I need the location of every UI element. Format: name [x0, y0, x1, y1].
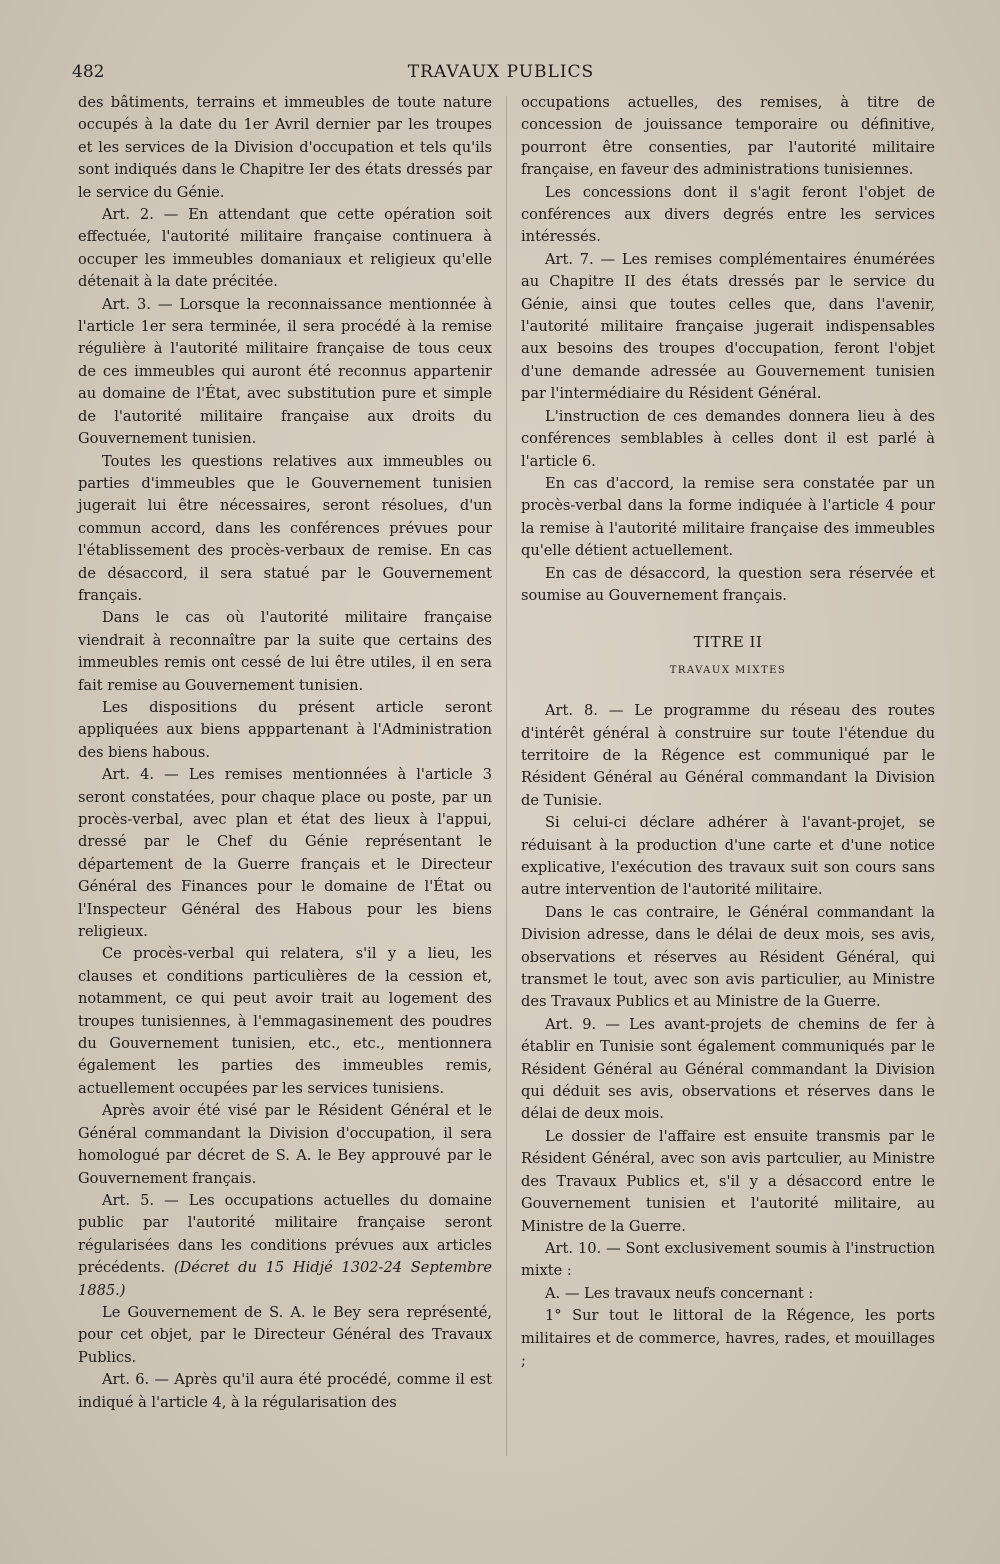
page-number: 482 — [72, 62, 105, 82]
right-column — [521, 92, 935, 1372]
paragraph: Art. 9. — Les avant-projets de chemins de fer à établir en Tunisie sont également communiqués par le Résident Général au Général commandant la Division qui déduit ses avis, observations et réserves dans le délai de deux mois. — [521, 1015, 935, 1123]
page-header — [72, 62, 930, 86]
decree-citation: (Décret du 15 Hidjé 1302-24 Septembre 1885.) — [78, 1259, 493, 1299]
left-column — [78, 92, 492, 1414]
paragraph-text: Art. 5. — Les occupations actuelles du domaine public par l'autorité militaire française seront régularisées dans les conditions prévues aux articles précédents. — [78, 1191, 492, 1277]
paragraph: L'instruction de ces demandes donnera lieu à des conférences semblables à celles dont il est parlé à l'article 6. — [521, 407, 935, 470]
column-divider — [506, 96, 507, 1456]
paragraph: Dans le cas où l'autorité militaire française viendrait à reconnaître par la suite que certains des immeubles remis ont cessé de lui être utiles, il en sera fait remise au Gouvernement tunisien. — [78, 609, 492, 694]
paragraph: Dans le cas contraire, le Général commandant la Division adresse, dans le délai de deux mois, ses avis, observations et réserves au Résident Général, qui transmet le tout, avec son avis particulier, au Ministre des Travaux Publics et au Ministre de la Guerre. — [521, 903, 935, 1011]
paragraph: A. — Les travaux neufs concernant : — [545, 1284, 814, 1302]
paragraph: occupations actuelles, des remises, à titre de concession de jouissance temporaire ou définitive, pourront être consenties, par l'autorité militaire française, en faveur des administrations tunisiennes. — [521, 94, 935, 179]
paragraph: Art. 7. — Les remises complémentaires énumérées au Chapitre II des états dressés par le service du Génie, ainsi que toutes celles que, dans l'avenir, l'autorité militaire française jugerait indispensables aux besoins des troupes d'occupation, feront l'objet d'une demande adressée au Gouvernement tunisien par l'intermédiaire du Résident Général. — [521, 250, 935, 403]
paragraph: Ce procès-verbal qui relatera, s'il y a lieu, les clauses et conditions particulières de la cession et, notamment, ce qui peut avoir trait au logement des troupes tunisiennes, à l'emmagasinement des poudres du Gouvernement tunisien, etc., etc., mentionnera également les parties des immeubles remis, actuellement occupées par les services tunisiens. — [78, 945, 492, 1097]
paragraph: Si celui-ci déclare adhérer à l'avant-projet, se réduisant à la production d'une carte et d'une notice explicative, l'exécution des travaux suit son cours sans autre intervention de l'autorité militaire. — [521, 814, 935, 899]
paragraph: Art. 2. — En attendant que cette opération soit effectuée, l'autorité militaire française continuera à occuper les immeubles domaniaux et religieux qu'elle détenait à la date précitée. — [78, 206, 492, 291]
paragraph: Art. 3. — Lorsque la reconnaissance mentionnée à l'article 1er sera terminée, il sera procédé à la remise régulière à l'autorité militaire française de tous ceux de ces immeubles qui auront été reconnus appartenir au domaine de l'État, avec substitution pure et simple de l'autorité militaire française aux droits du Gouvernement tunisien. — [78, 295, 492, 448]
paragraph: Art. 8. — Le programme du réseau des routes d'intérêt général à construire sur toute l'étendue du territoire de la Régence est communiqué par le Résident Général au Général commandant la Division de Tunisie. — [521, 702, 935, 809]
paragraph: Le dossier de l'affaire est ensuite transmis par le Résident Général, avec son avis partculier, au Ministre des Travaux Publics et, s'il y a désaccord entre le Gouvernement tunisien et l'autorité militaire, au Ministre de la Guerre. — [521, 1127, 935, 1235]
paragraph: En cas d'accord, la remise sera constatée par un procès-verbal dans la forme indiquée à l'article 4 pour la remise à l'autorité militaire française des immeubles qu'elle détient actuellement. — [521, 474, 935, 560]
paragraph: Après avoir été visé par le Résident Général et le Général commandant la Division d'occupation, il sera homologué par décret de S. A. le Bey approuvé par le Gouvernement français. — [78, 1102, 492, 1187]
paragraph: Art. 6. — Après qu'il aura été procédé, comme il est indiqué à l'article 4, à la régularisation des — [78, 1371, 492, 1411]
section-title: TITRE II — [693, 633, 763, 652]
paragraph-art-5 — [78, 1190, 492, 1302]
paragraph: 1° Sur tout le littoral de la Régence, les ports militaires et de commerce, havres, rades, et mouillages ; — [521, 1307, 935, 1369]
paragraph: Le Gouvernement de S. A. le Bey sera représenté, pour cet objet, par le Directeur Général des Travaux Publics. — [78, 1303, 492, 1366]
paragraph: En cas de désaccord, la question sera réservée et soumise au Gouvernement français. — [521, 564, 935, 604]
paragraph: Toutes les questions relatives aux immeubles ou parties d'immeubles que le Gouvernement tunisien jugerait lui être nécessaires, seront résolues, d'un commun accord, dans les conférences prévues pour l'établissement des procès-verbaux de remise. En cas de désaccord, il sera statué par le Gouvernement français. — [78, 452, 492, 604]
paragraph: Les dispositions du présent article seront appliquées aux biens apppartenant à l'Administration des biens habous. — [78, 698, 492, 761]
section-subtitle: TRAVAUX MIXTES — [669, 664, 787, 676]
paragraph: Art. 4. — Les remises mentionnées à l'article 3 seront constatées, pour chaque place ou poste, par un procès-verbal, avec plan et état des lieux à l'appui, dressé par le Chef du Génie représentant le département de la Guerre français et le Directeur Général des Finances pour le domaine de l'État ou l'Inspecteur Général des Habous pour les biens religieux. — [78, 766, 492, 941]
running-title: TRAVAUX PUBLICS — [407, 62, 595, 82]
paragraph: Les concessions dont il s'agit feront l'objet de conférences aux divers degrés entre les services intéressés. — [521, 183, 935, 246]
paragraph: Art. 10. — Sont exclusivement soumis à l'instruction mixte : — [521, 1239, 935, 1280]
paragraph: des bâtiments, terrains et immeubles de toute nature occupés à la date du 1er Avril dernier par les troupes et les services de la Division d'occupation et tels qu'ils sont indiqués dans le Chapitre Ier des états dressés par le service du Génie. — [78, 94, 492, 201]
